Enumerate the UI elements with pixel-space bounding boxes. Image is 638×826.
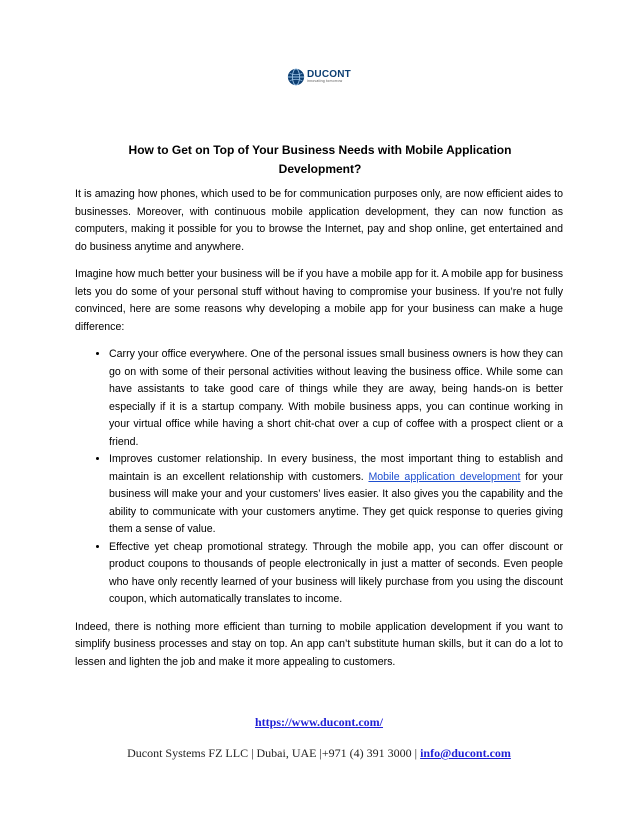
paragraph-conclusion: Indeed, there is nothing more efficient than turning to mobile application development if you want to simplify business processes and stay on top. An app can’t substitute human skills, but it can do a lot to lessen and lighten the job and make it more appealing to customers. (75, 620, 563, 668)
mobile-app-dev-link[interactable]: Mobile application development (368, 470, 521, 483)
logo-tagline: innovating tomorrow (307, 79, 343, 84)
email-link[interactable]: info@ducont.com (420, 746, 511, 760)
paragraph-imagine: Imagine how much better your business will be if you have a mobile app for it. A mobile app for business lets you do some of your personal stuff without having to compromise your business. If you’re not fully convinced, here are some reasons why developing a mobile app for your business can make a huge difference: (75, 268, 563, 333)
contact-text: Ducont Systems FZ LLC | Dubai, UAE |+971 (4) 391 3000 | (127, 746, 421, 760)
document-body (75, 186, 563, 681)
footer-contact-line (0, 746, 638, 761)
list-item (109, 451, 563, 539)
bullet-text: for your business will make your and your customers’ lives easier. It also gives you the capability and the ability to communicate with your customers anytime. They get quick response to queries giving them a sense of value. (109, 470, 563, 535)
ducont-logo (287, 67, 353, 87)
website-link[interactable]: https://www.ducont.com/ (254, 715, 383, 729)
list-item: • Carry your office everywhere. One of the personal issues small business owners is how they can go on with some of their personal activities without leaving the business office. While some can have assistants to take good care of things while they are away, being hands-on is better especially if it is a startup company. With mobile business apps, you can continue working in your virtual office while having a short chit-chat over a cup of coffee with a prospect client or a friend. (109, 346, 563, 451)
paragraph-intro: It is amazing how phones, which used to be for communication purposes only, are now efficient aides to businesses. Moreover, with continuous mobile application development, they can now function as computers, making it possible for you to browse the Internet, pay and shop online, get entertained and do business anytime and anywhere. (75, 188, 563, 253)
globe-icon (287, 68, 305, 86)
bullet-text: Improves customer relationship. In every business, the most important thing to establish and maintain is an excellent relationship with customers. (109, 453, 563, 483)
logo-name: DUCONT (307, 69, 351, 81)
footer-url-line (0, 715, 638, 730)
list-item: • Effective yet cheap promotional strategy. Through the mobile app, you can offer discount or product coupons to thousands of people electronically in just a matter of seconds. Even people who have only recently learned of your business will likely purchase from you using the discount coupon, which automatically translates to income. (109, 539, 563, 609)
reasons-list (75, 346, 563, 609)
document-title: How to Get on Top of Your Business Needs with Mobile Application Development? (128, 143, 512, 176)
